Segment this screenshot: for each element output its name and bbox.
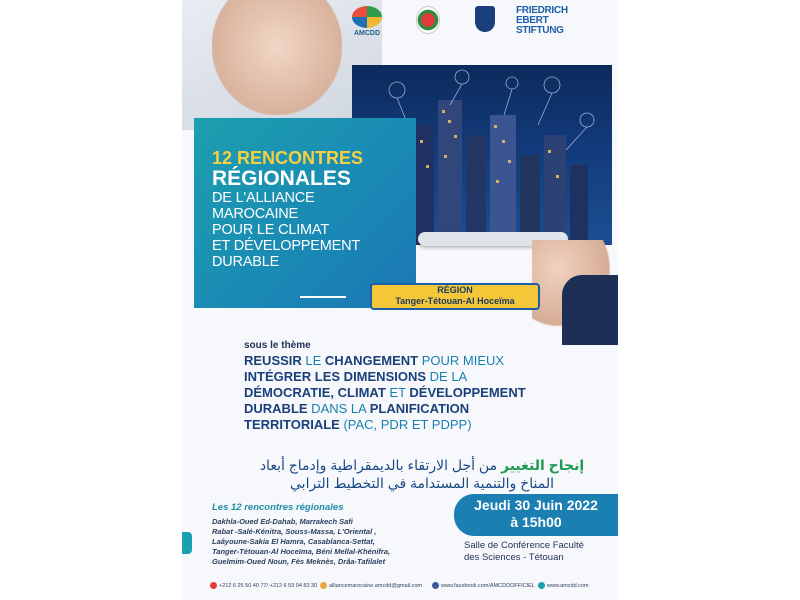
region-label: RÉGION [437,285,473,295]
amcdd-logo [337,6,397,37]
region-council-emblem [416,6,440,34]
regions-list-title: Les 12 rencontres régionales [212,502,344,513]
theme-word-territoriale: TERRITORIALE [244,417,340,432]
email-icon [320,582,327,589]
fes-logo-line-3: STIFTUNG [516,25,564,36]
phone-icon [210,582,217,589]
theme-word-developpement: DÉVELOPPEMENT [409,385,526,400]
amcdd-logo-text: AMCDD [353,30,381,37]
university-logo [460,6,510,32]
title-line-3: DE L'ALLIANCE [212,190,315,206]
regions-list-line: Dakhla-Oued Ed-Dahab, Marrakech Safi [212,517,353,526]
partner-logos [332,6,610,50]
title-line-4: MAROCAINE [212,206,299,222]
theme-intro: sous le thème [244,340,311,351]
theme-word-changement: CHANGEMENT [324,353,419,368]
theme-word-acronyms: (PAC, PDR ET PDPP) [339,417,472,432]
globe-icon [538,582,545,589]
amcdd-logo-mark [352,6,382,28]
theme-line-5 [244,417,614,433]
friedrich-ebert-stiftung-logo [516,6,596,36]
footer-email[interactable] [320,582,422,589]
poster [182,0,618,600]
theme-word-pour-mieux: POUR MIEUX [418,353,505,368]
regions-list-line: Tanger-Tétouan-Al Hoceïma, Béni Mellal-Khénifra, [212,547,391,556]
region-name: Tanger-Tétouan-Al Hoceïma [395,296,515,306]
email-text[interactable]: alliancemarocaine.amcdd@gmail.com [329,582,423,589]
website-text[interactable]: www.amcdd.com [547,582,589,589]
arabic-line-1-rest: من أجل الارتقاء بالديمقراطية وإدماج أبعاد [259,457,501,473]
theme-line-2 [244,369,614,385]
event-time: à 15h00 [510,514,562,530]
theme-word-de-la: DE LA [426,369,468,384]
regions-list-line: Guelmim-Oued Noun, Fès Meknès, Drâa-Tafilalet [212,557,386,566]
theme-line-1 [244,353,614,369]
theme-line-4 [244,401,614,417]
event-title [212,148,422,270]
decorative-tab [182,532,192,554]
theme-word-planification: PLANIFICATION [369,401,470,416]
arabic-line-1 [252,456,592,474]
title-line-1: 12 RENCONTRES [212,148,364,168]
arabic-line-2: المناخ والتنمية المستدامة في التخطيط الترابي [290,475,554,491]
fes-logo-line-1: FRIEDRICH [516,5,568,16]
theme-word-et: ET [385,385,410,400]
date-badge [454,494,618,536]
region-badge [370,283,540,310]
theme-line-3 [244,385,614,401]
venue-line-2: des Sciences - Tétouan [464,552,564,563]
regions-list-line: Rabat -Salé-Kénitra, Souss-Massa, L'Oriental , [212,527,377,536]
facebook-icon [432,582,439,589]
theme-section [244,340,614,433]
phone-text: +212 6 25 50 40 77/ +212 6 53 04 83 30 [219,582,318,589]
theme-word-reussir: REUSSIR [244,353,302,368]
theme-word-dans-la: DANS LA [307,401,370,416]
venue [464,540,614,564]
event-date: Jeudi 30 Juin 2022 [474,497,598,513]
footer-website[interactable] [538,582,589,589]
footer-facebook[interactable] [432,582,535,589]
university-emblem [475,6,495,32]
arabic-theme [252,456,592,492]
regions-list [212,517,432,567]
fes-logo-line-2: EBERT [516,15,549,26]
theme-word-integrer: INTÉGRER LES DIMENSIONS [244,369,427,384]
title-underline [300,296,346,298]
theme-word-le: LE [301,353,325,368]
title-line-5: POUR LE CLIMAT [212,222,329,238]
title-line-7: DURABLE [212,254,280,270]
suit-sleeve [562,275,618,345]
title-line-2: RÉGIONALES [212,167,351,190]
footer-phone [210,582,317,589]
region-council-logo [404,6,452,34]
venue-line-1: Salle de Conférence Faculté [464,540,584,551]
facebook-text[interactable]: www.facebook.com/AMCDDOFFICIEL [441,582,535,589]
hand-holding-pen [212,0,342,115]
theme-word-democratie: DÉMOCRATIE, CLIMAT [244,385,386,400]
title-line-6: ET DÉVELOPPEMENT [212,238,361,254]
contact-footer [202,580,612,594]
regions-list-line: Laâyoune-Sakia El Hamra, Casablanca-Settat, [212,537,375,546]
arabic-highlight: إنجاح التغيير [500,457,585,473]
theme-word-durable: DURABLE [244,401,308,416]
